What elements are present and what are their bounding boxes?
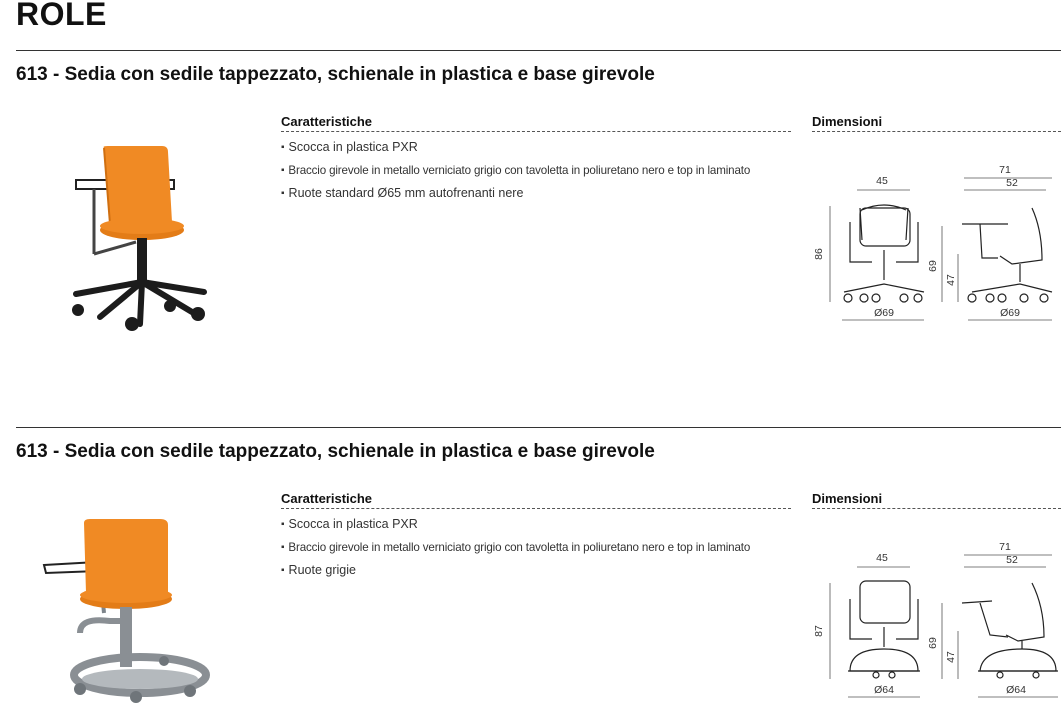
dim-side-width: 52 [1006, 177, 1018, 189]
header-divider [16, 50, 1061, 51]
product-section-2 [0, 441, 1061, 720]
dim-side-total-width: 71 [999, 541, 1011, 553]
side-view-drawing [942, 178, 1052, 320]
features-heading: Caratteristiche [281, 491, 373, 506]
dim-side-width: 52 [1006, 554, 1018, 566]
features-heading: Caratteristiche [281, 114, 373, 129]
side-view-drawing [942, 555, 1058, 697]
bullet-icon: ▪ [281, 165, 285, 176]
bullet-icon: ▪ [281, 519, 285, 530]
brand-title: ROLE [16, 0, 107, 32]
feature-item: ▪ Ruote standard Ø65 mm autofrenanti nere [281, 182, 750, 205]
features-divider [281, 131, 791, 132]
dim-front-height: 86 [813, 248, 825, 260]
feature-item: ▪ Braccio girevole in metallo verniciato grigio con tavoletta in poliuretano nero e top in laminato [281, 536, 750, 559]
dimension-drawing [812, 537, 1061, 717]
dimensions-heading: Dimensioni [812, 491, 883, 506]
dimensions-divider [812, 508, 1061, 509]
feature-item: ▪ Braccio girevole in metallo verniciato grigio con tavoletta in poliuretano nero e top in laminato [281, 159, 750, 182]
feature-item: ▪ Ruote grigie [281, 559, 750, 582]
dim-side-height: 69 [927, 260, 939, 272]
dim-front-height: 87 [813, 625, 825, 637]
dim-side-base: Ø69 [1000, 307, 1020, 319]
front-view-drawing [830, 190, 924, 320]
chair-photo-black-base [40, 142, 240, 362]
bullet-icon: ▪ [281, 142, 285, 153]
dim-seat-height: 47 [945, 651, 957, 663]
dim-front-width: 45 [876, 175, 888, 187]
dim-seat-height: 47 [945, 274, 957, 286]
product-section-1 [0, 64, 1061, 354]
dim-front-base: Ø64 [874, 684, 894, 696]
front-view-drawing [830, 567, 920, 697]
features-list [281, 136, 750, 205]
dim-side-base: Ø64 [1006, 684, 1026, 696]
bullet-icon: ▪ [281, 188, 285, 199]
section-divider [16, 427, 1061, 428]
feature-item: ▪ Scocca in plastica PXR [281, 513, 750, 536]
features-list [281, 513, 750, 582]
dim-front-width: 45 [876, 552, 888, 564]
dim-side-height: 69 [927, 637, 939, 649]
dimension-drawing [812, 160, 1061, 340]
features-divider [281, 508, 791, 509]
product-title: 613 - Sedia con sedile tappezzato, schienale in plastica e base girevole [16, 64, 655, 85]
product-title: 613 - Sedia con sedile tappezzato, schienale in plastica e base girevole [16, 441, 655, 462]
dim-front-base: Ø69 [874, 307, 894, 319]
dimensions-divider [812, 131, 1061, 132]
bullet-icon: ▪ [281, 542, 285, 553]
feature-item: ▪ Scocca in plastica PXR [281, 136, 750, 159]
dim-side-total-width: 71 [999, 164, 1011, 176]
bullet-icon: ▪ [281, 565, 285, 576]
dimensions-heading: Dimensioni [812, 114, 883, 129]
chair-photo-grey-base [40, 513, 240, 720]
